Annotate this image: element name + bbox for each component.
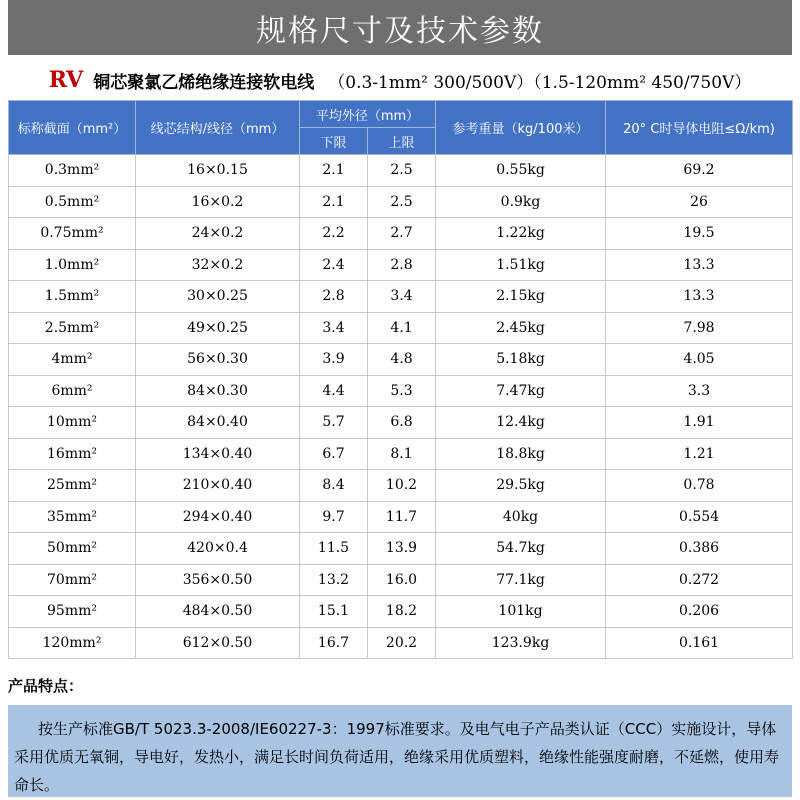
cross-section-cell: 0.5mm² (9, 186, 136, 218)
upper-diameter-cell: 20.2 (368, 627, 436, 659)
weight-cell: 18.8kg (436, 438, 606, 470)
spec-table (8, 100, 793, 659)
lower-diameter-cell: 2.8 (300, 281, 368, 313)
cross-section-cell: 120mm² (9, 627, 136, 659)
weight-cell: 0.55kg (436, 155, 606, 187)
cross-section-cell: 1.0mm² (9, 249, 136, 281)
table-row (9, 155, 793, 187)
cross-section-cell: 70mm² (9, 564, 136, 596)
upper-diameter-cell: 10.2 (368, 470, 436, 502)
structure-cell: 484×0.50 (136, 596, 300, 628)
header-cross-section: 标称截面（mm²） (9, 101, 136, 155)
structure-cell: 294×0.40 (136, 501, 300, 533)
weight-cell: 123.9kg (436, 627, 606, 659)
structure-cell: 356×0.50 (136, 564, 300, 596)
weight-cell: 101kg (436, 596, 606, 628)
lower-diameter-cell: 9.7 (300, 501, 368, 533)
cross-section-cell: 10mm² (9, 407, 136, 439)
lower-diameter-cell: 4.4 (300, 375, 368, 407)
features-box (8, 705, 792, 797)
upper-diameter-cell: 16.0 (368, 564, 436, 596)
structure-cell: 134×0.40 (136, 438, 300, 470)
weight-cell: 1.51kg (436, 249, 606, 281)
structure-cell: 56×0.30 (136, 344, 300, 376)
header-structure: 线芯结构/线径（mm） (136, 101, 300, 155)
table-row (9, 501, 793, 533)
upper-diameter-cell: 8.1 (368, 438, 436, 470)
voltage-spec: （0.3-1mm² 300/500V）（1.5-120mm² 450/750V） (328, 72, 752, 93)
structure-cell: 84×0.30 (136, 375, 300, 407)
page-banner (8, 0, 792, 55)
table-row (9, 533, 793, 565)
upper-diameter-cell: 4.8 (368, 344, 436, 376)
lower-diameter-cell: 2.4 (300, 249, 368, 281)
weight-cell: 7.47kg (436, 375, 606, 407)
table-row (9, 407, 793, 439)
upper-diameter-cell: 4.1 (368, 312, 436, 344)
table-row (9, 564, 793, 596)
header-lower: 下限 (300, 128, 368, 155)
lower-diameter-cell: 15.1 (300, 596, 368, 628)
upper-diameter-cell: 13.9 (368, 533, 436, 565)
resistance-cell: 13.3 (606, 281, 793, 313)
resistance-cell: 4.05 (606, 344, 793, 376)
cross-section-cell: 2.5mm² (9, 312, 136, 344)
lower-diameter-cell: 6.7 (300, 438, 368, 470)
table-row (9, 186, 793, 218)
lower-diameter-cell: 3.9 (300, 344, 368, 376)
cross-section-cell: 25mm² (9, 470, 136, 502)
table-row (9, 375, 793, 407)
product-subtitle (8, 62, 792, 98)
resistance-cell: 13.3 (606, 249, 793, 281)
resistance-cell: 0.206 (606, 596, 793, 628)
cross-section-cell: 1.5mm² (9, 281, 136, 313)
weight-cell: 1.22kg (436, 218, 606, 250)
structure-cell: 16×0.2 (136, 186, 300, 218)
resistance-cell: 0.272 (606, 564, 793, 596)
weight-cell: 2.45kg (436, 312, 606, 344)
structure-cell: 24×0.2 (136, 218, 300, 250)
resistance-cell: 0.161 (606, 627, 793, 659)
weight-cell: 54.7kg (436, 533, 606, 565)
weight-cell: 5.18kg (436, 344, 606, 376)
lower-diameter-cell: 5.7 (300, 407, 368, 439)
features-label: 产品特点： (8, 676, 84, 695)
model-code: RV (48, 67, 84, 93)
lower-diameter-cell: 13.2 (300, 564, 368, 596)
lower-diameter-cell: 8.4 (300, 470, 368, 502)
structure-cell: 612×0.50 (136, 627, 300, 659)
page-title: 规格尺寸及技术参数 (256, 13, 544, 49)
table-row (9, 438, 793, 470)
table-row (9, 249, 793, 281)
resistance-cell: 19.5 (606, 218, 793, 250)
upper-diameter-cell: 2.5 (368, 155, 436, 187)
upper-diameter-cell: 2.5 (368, 186, 436, 218)
resistance-cell: 1.91 (606, 407, 793, 439)
resistance-cell: 69.2 (606, 155, 793, 187)
upper-diameter-cell: 2.7 (368, 218, 436, 250)
cross-section-cell: 0.75mm² (9, 218, 136, 250)
lower-diameter-cell: 11.5 (300, 533, 368, 565)
lower-diameter-cell: 2.1 (300, 155, 368, 187)
cross-section-cell: 35mm² (9, 501, 136, 533)
structure-cell: 16×0.15 (136, 155, 300, 187)
cross-section-cell: 6mm² (9, 375, 136, 407)
resistance-cell: 0.386 (606, 533, 793, 565)
weight-cell: 29.5kg (436, 470, 606, 502)
features-text: 按生产标准GB/T 5023.3-2008/IE60227-3：1997标准要求。及电气电子产品类认证（CCC）实施设计，导体采用优质无氧铜，导电好，发热小，满足长时间负荷适用，绝缘采用优质塑料，绝缘性能强度耐磨，不延燃，使用寿命长。 (14, 720, 780, 794)
upper-diameter-cell: 18.2 (368, 596, 436, 628)
weight-cell: 0.9kg (436, 186, 606, 218)
weight-cell: 77.1kg (436, 564, 606, 596)
upper-diameter-cell: 11.7 (368, 501, 436, 533)
table-row (9, 344, 793, 376)
table-row (9, 596, 793, 628)
upper-diameter-cell: 5.3 (368, 375, 436, 407)
weight-cell: 12.4kg (436, 407, 606, 439)
structure-cell: 420×0.4 (136, 533, 300, 565)
resistance-cell: 0.554 (606, 501, 793, 533)
resistance-cell: 7.98 (606, 312, 793, 344)
header-upper: 上限 (368, 128, 436, 155)
structure-cell: 84×0.40 (136, 407, 300, 439)
product-name: 铜芯聚氯乙烯绝缘连接软电线 (93, 72, 315, 93)
cross-section-cell: 16mm² (9, 438, 136, 470)
header-resistance: 20° C时导体电阻≤Ω/km) (606, 101, 793, 155)
resistance-cell: 26 (606, 186, 793, 218)
table-row (9, 218, 793, 250)
resistance-cell: 0.78 (606, 470, 793, 502)
lower-diameter-cell: 2.1 (300, 186, 368, 218)
table-row (9, 627, 793, 659)
resistance-cell: 3.3 (606, 375, 793, 407)
lower-diameter-cell: 3.4 (300, 312, 368, 344)
cross-section-cell: 95mm² (9, 596, 136, 628)
cross-section-cell: 50mm² (9, 533, 136, 565)
structure-cell: 30×0.25 (136, 281, 300, 313)
header-avg-diameter: 平均外径（mm） (300, 101, 436, 128)
cross-section-cell: 0.3mm² (9, 155, 136, 187)
table-row (9, 281, 793, 313)
resistance-cell: 1.21 (606, 438, 793, 470)
structure-cell: 49×0.25 (136, 312, 300, 344)
spec-table-body (9, 155, 793, 659)
table-row (9, 312, 793, 344)
lower-diameter-cell: 16.7 (300, 627, 368, 659)
lower-diameter-cell: 2.2 (300, 218, 368, 250)
structure-cell: 32×0.2 (136, 249, 300, 281)
weight-cell: 40kg (436, 501, 606, 533)
upper-diameter-cell: 6.8 (368, 407, 436, 439)
header-weight: 参考重量（kg/100米） (436, 101, 606, 155)
structure-cell: 210×0.40 (136, 470, 300, 502)
table-row (9, 470, 793, 502)
upper-diameter-cell: 3.4 (368, 281, 436, 313)
upper-diameter-cell: 2.8 (368, 249, 436, 281)
weight-cell: 2.15kg (436, 281, 606, 313)
cross-section-cell: 4mm² (9, 344, 136, 376)
